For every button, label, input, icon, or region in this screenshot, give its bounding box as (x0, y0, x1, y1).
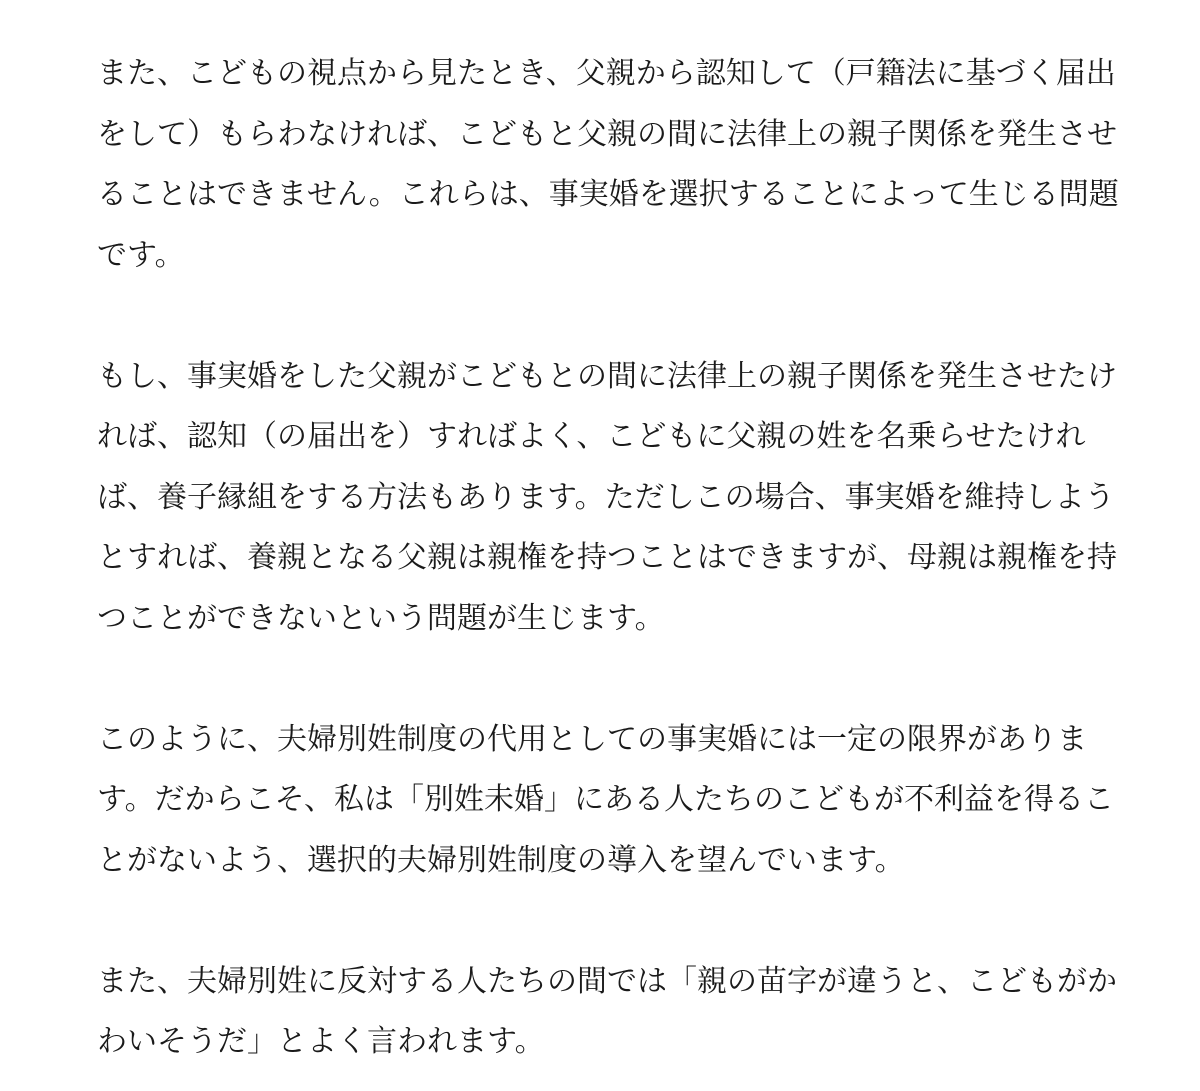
paragraph-4 (97, 952, 1117, 1073)
paragraph-line: つことができないという問題が生じます。 (97, 600, 665, 636)
paragraph-1 (97, 44, 1119, 286)
paragraph-line: ば、養子縁組をする方法もあります。ただしこの場合、事実婚を維持しよう (97, 479, 1115, 515)
paragraph-line: れば、認知（の届出を）すればよく、こどもに父親の姓を名乗らせたけれ (97, 419, 1086, 454)
paragraph-line: ることはできません。これらは、事実婚を選択することによって生じる問題 (97, 177, 1119, 212)
article-body (97, 44, 1119, 1073)
paragraph-3 (97, 710, 1114, 892)
paragraph-line: とすれば、養親となる父親は親権を持つことはできますが、母親は親権を持 (97, 540, 1117, 575)
paragraph-line: とがないよう、選択的夫婦別姓制度の導入を望んでいます。 (97, 842, 905, 878)
paragraph-line: このように、夫婦別姓制度の代用としての事実婚には一定の限界がありま (97, 721, 1087, 757)
paragraph-line: わいそうだ」とよく言われます。 (97, 1024, 545, 1059)
paragraph-line: また、こどもの視点から見たとき、父親から認知して（戸籍法に基づく届出 (97, 56, 1116, 91)
paragraph-line: もし、事実婚をした父親がこどもとの間に法律上の親子関係を発生させたけ (97, 358, 1117, 394)
paragraph-line: です。 (97, 237, 185, 273)
paragraph-line: また、夫婦別姓に反対する人たちの間では「親の苗字が違うと、こどもがか (97, 963, 1117, 999)
paragraph-line: す。だからこそ、私は「別姓未婚」にある人たちのこどもが不利益を得るこ (97, 782, 1114, 817)
paragraph-line: をして）もらわなければ、こどもと父親の間に法律上の親子関係を発生させ (97, 116, 1117, 152)
paragraph-2 (97, 347, 1117, 650)
